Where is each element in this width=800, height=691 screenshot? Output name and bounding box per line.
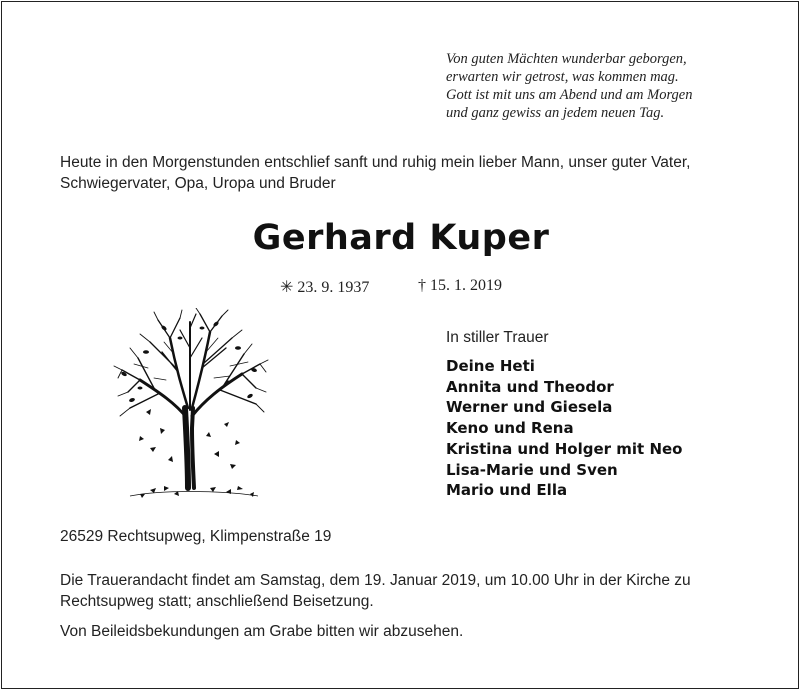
death-date-value: 15. 1. 2019	[430, 277, 502, 294]
mourner-list	[446, 356, 682, 501]
intro-text: Heute in den Morgenstunden entschlief sanft und ruhig mein lieber Mann, unser guter Vater, Schwiegervater, Opa, Uropa und Bruder	[60, 154, 691, 192]
mourner-name: Mario und Ella	[446, 481, 568, 500]
motto-line: Von guten Mächten wunderbar geborgen,	[446, 51, 687, 67]
mourner-name: Werner und Giesela	[446, 398, 613, 417]
death-date	[418, 277, 502, 295]
autumn-tree-icon	[110, 308, 270, 504]
deceased-name: Gerhard Kuper	[252, 218, 550, 258]
service-info: Die Trauerandacht findet am Samstag, dem 19. Januar 2019, um 10.00 Uhr in der Kirche zu Rechtsupweg statt; anschließend Beisetzung.	[60, 572, 691, 610]
birth-date	[280, 277, 369, 297]
motto-line: erwarten wir getrost, was kommen mag.	[446, 69, 679, 85]
motto-line: und ganz gewiss an jedem neuen Tag.	[446, 105, 665, 121]
birth-star-icon: ✳	[280, 279, 294, 296]
mourner-name: Kristina und Holger mit Neo	[446, 439, 683, 458]
birth-date-value: 23. 9. 1937	[297, 279, 370, 296]
mourning-address: 26529 Rechtsupweg, Klimpenstraße 19	[60, 528, 332, 545]
mourner-name: Annita und Theodor	[446, 377, 614, 396]
obituary-notice	[1, 1, 799, 689]
motto-line: Gott ist mit uns am Abend und am Morgen	[446, 87, 693, 103]
condolence-note: Von Beileidsbekundungen am Grabe bitten wir abzusehen.	[60, 623, 464, 640]
mourning-label: In stiller Trauer	[446, 329, 549, 346]
mourner-name: Deine Heti	[446, 357, 535, 375]
motto-verse	[446, 50, 693, 122]
death-cross-icon: †	[418, 277, 426, 294]
mourner-name: Lisa-Marie und Sven	[446, 460, 618, 479]
mourner-name: Keno und Rena	[446, 419, 574, 438]
